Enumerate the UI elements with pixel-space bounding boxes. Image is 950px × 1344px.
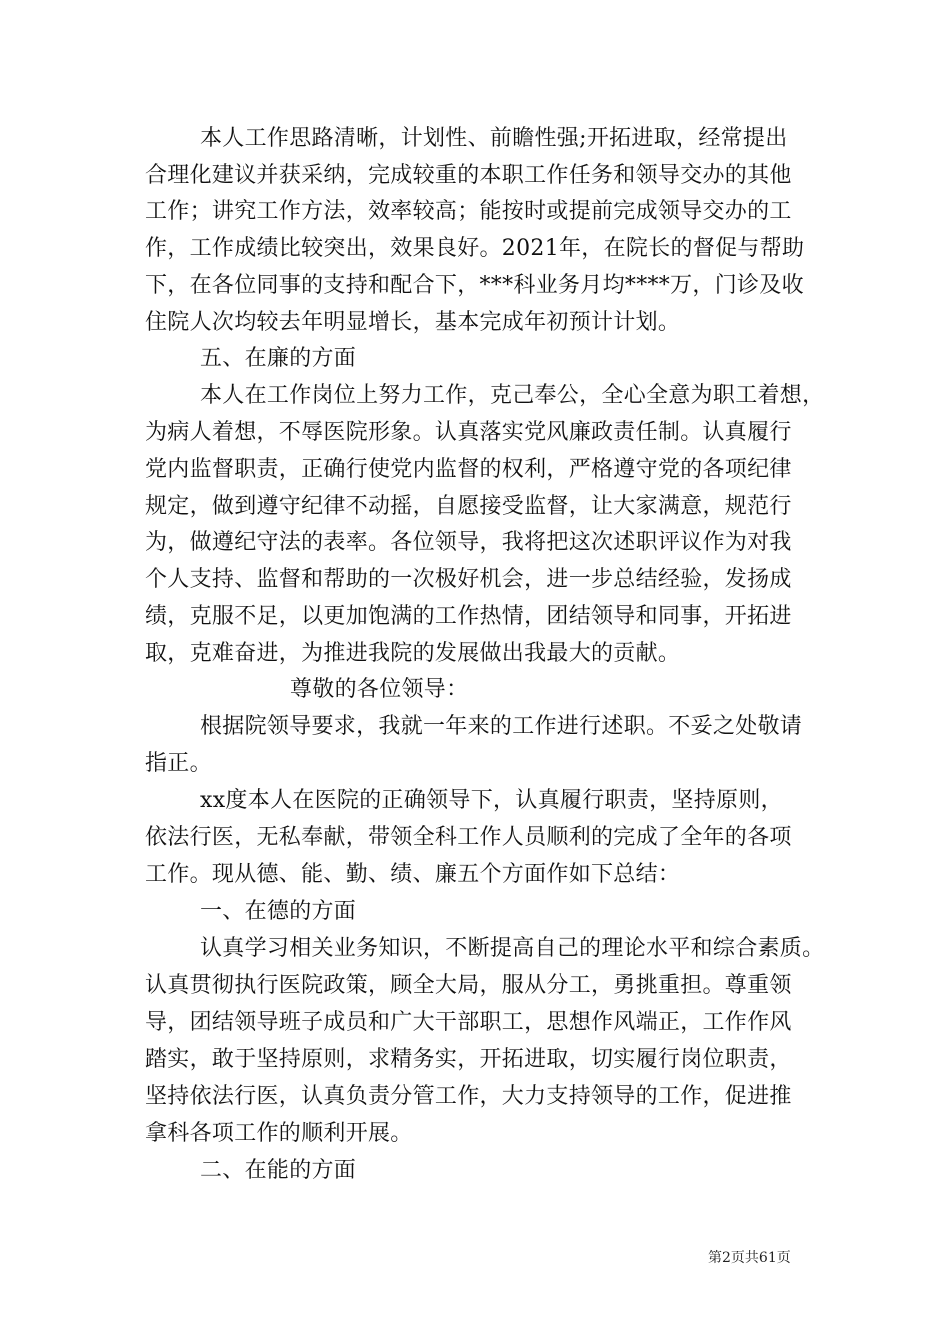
paragraph-line: 根据院领导要求，我就一年来的工作进行述职。不妥之处敬请 — [200, 714, 803, 739]
salutation: 尊敬的各位领导： — [290, 677, 469, 702]
section-heading: 一、在德的方面 — [200, 899, 357, 924]
paragraph-line: 依法行医，无私奉献，带领全科工作人员顺利的完成了全年的各项 — [145, 825, 792, 850]
paragraph-line: xx度本人在医院的正确领导下，认真履行职责，坚持原则， — [200, 788, 783, 813]
paragraph-line: 坚持依法行医，认真负责分管工作，大力支持领导的工作，促进推 — [145, 1084, 792, 1109]
page-number: 第2页共61页 — [708, 1250, 791, 1266]
paragraph-line: 合理化建议并获采纳，完成较重的本职工作任务和领导交办的其他 — [145, 163, 792, 188]
section-heading: 五、在廉的方面 — [200, 346, 357, 371]
paragraph-line: 为病人着想，不辱医院形象。认真落实党风廉政责任制。认真履行 — [145, 420, 792, 445]
paragraph-line: 工作。现从德、能、勤、绩、廉五个方面作如下总结： — [145, 862, 681, 887]
paragraph-line: 拿科各项工作的顺利开展。 — [145, 1121, 413, 1146]
paragraph-line: 取，克难奋进，为推进我院的发展做出我最大的贡献。 — [145, 641, 681, 666]
paragraph-line: 住院人次均较去年明显增长，基本完成年初预计计划。 — [145, 310, 681, 335]
paragraph-line: 为，做遵纪守法的表率。各位领导，我将把这次述职评议作为对我 — [145, 530, 792, 555]
paragraph-line: 下，在各位同事的支持和配合下，***科业务月均****万，门诊及收 — [145, 273, 804, 298]
paragraph-line: 规定，做到遵守纪律不动摇，自愿接受监督，让大家满意，规范行 — [145, 494, 792, 519]
paragraph-line: 个人支持、监督和帮助的一次极好机会，进一步总结经验，发扬成 — [145, 567, 792, 592]
paragraph-line: 本人在工作岗位上努力工作，克己奉公，全心全意为职工着想， — [200, 383, 825, 408]
paragraph-line: 作，工作成绩比较突出，效果良好。2021年，在院长的督促与帮助 — [145, 236, 805, 261]
paragraph-line: 导，团结领导班子成员和广大干部职工，思想作风端正，工作作风 — [145, 1010, 792, 1035]
section-heading: 二、在能的方面 — [200, 1158, 357, 1183]
paragraph-line: 工作；讲究工作方法，效率较高；能按时或提前完成领导交办的工 — [145, 199, 792, 224]
paragraph-line: 踏实，敢于坚持原则，求精务实，开拓进取，切实履行岗位职责， — [145, 1047, 792, 1072]
paragraph-line: 认真学习相关业务知识，不断提高自己的理论水平和综合素质。 — [200, 936, 825, 961]
paragraph-line: 本人工作思路清晰，计划性、前瞻性强;开拓进取，经常提出 — [200, 126, 788, 151]
paragraph-line: 认真贯彻执行医院政策，顾全大局，服从分工，勇挑重担。尊重领 — [145, 973, 792, 998]
paragraph-line: 指正。 — [145, 751, 212, 776]
paragraph-line: 绩，克服不足，以更加饱满的工作热情，团结领导和同事，开拓进 — [145, 604, 792, 629]
paragraph-line: 党内监督职责，正确行使党内监督的权利，严格遵守党的各项纪律 — [145, 457, 792, 482]
